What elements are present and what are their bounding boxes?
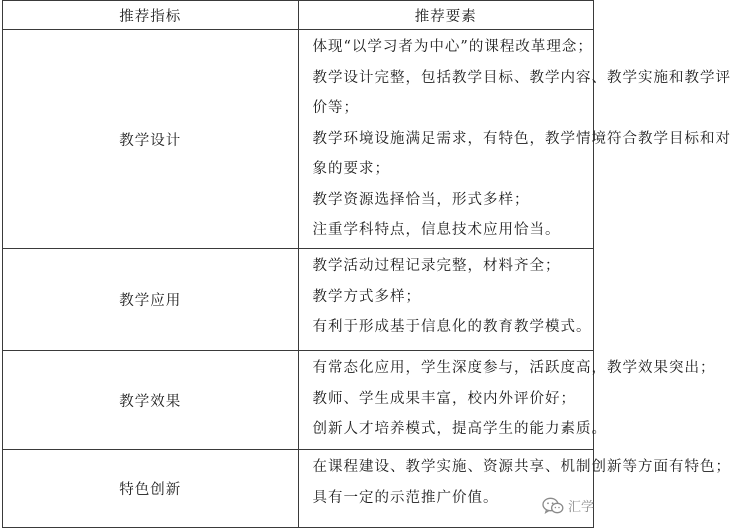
indicator-cell: 教学设计: [3, 30, 299, 249]
table-row: [3, 351, 594, 450]
element-line: 教师、学生成果丰富，校内外评价好；: [312, 390, 576, 407]
watermark-text: 汇学: [567, 500, 594, 515]
table-header-row: [3, 1, 594, 30]
element-line: 体现“以学习者为中心”的课程改革理念；: [312, 39, 593, 55]
indicator-cell: 教学应用: [3, 249, 299, 351]
element-line: 教学方式多样；: [312, 288, 421, 305]
header-elements: 推荐要素: [298, 1, 594, 30]
element-line: 创新人才培养模式，提高学生的能力素质。: [312, 421, 607, 437]
element-line: 有利于形成基于信息化的教育教学模式。: [312, 319, 592, 335]
recommendation-table: [2, 0, 731, 528]
element-line: 具有一定的示范推广价值。: [312, 489, 499, 506]
table-row: [3, 450, 594, 528]
table-row: [3, 30, 594, 249]
element-line: 教学资源选择恰当，形式多样；: [312, 191, 530, 208]
elements-cell: [298, 351, 716, 450]
header-indicator: 推荐指标: [3, 1, 299, 30]
element-line: 注重学科特点，信息技术应用恰当。: [312, 222, 561, 238]
elements-cell: [298, 30, 731, 249]
elements-cell: [298, 249, 594, 351]
element-line: 有常态化应用，学生深度参与，活跃度高，教学效果突出；: [312, 360, 716, 376]
element-line: 教学设计完整，包括教学目标、教学内容、教学实施和教学评: [312, 69, 731, 86]
indicator-cell: 特色创新: [3, 450, 299, 528]
element-line: 教学活动过程记录完整，材料齐全；: [312, 258, 561, 274]
elements-cell: [298, 450, 731, 528]
element-line: 教学环境设施满足需求，有特色，教学情境符合教学目标和对: [312, 130, 731, 147]
table-row: [3, 249, 594, 351]
wechat-icon: [542, 497, 564, 515]
indicator-cell: 教学效果: [3, 351, 299, 450]
element-line: 在课程建设、教学实施、资源共享、机制创新等方面有特色；: [312, 459, 731, 475]
element-line: 象的要求；: [312, 161, 390, 177]
element-line: 价等；: [312, 100, 359, 116]
watermark: [542, 496, 594, 515]
